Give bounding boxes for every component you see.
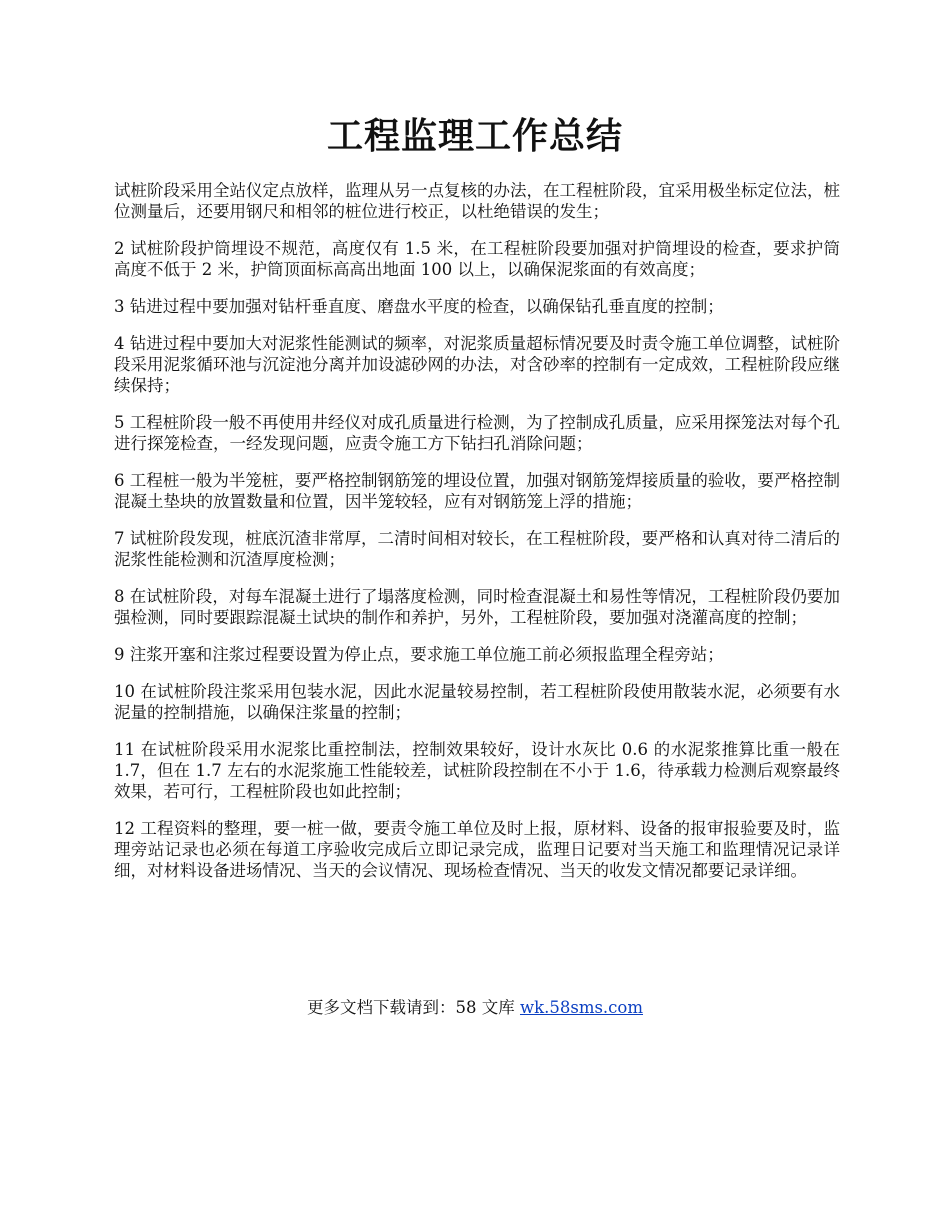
paragraph-11: 11 在试桩阶段采用水泥浆比重控制法，控制效果较好，设计水灰比 0.6 的水泥浆推算比重一般在 1.7，但在 1.7 左右的水泥浆施工性能较差，试桩阶段控制在不小于 1.6，待承载力检测后观察最终效果，若可行，工程桩阶段也如此控制； (114, 740, 840, 801)
paragraph-10: 10 在试桩阶段注浆采用包装水泥，因此水泥量较易控制，若工程桩阶段使用散装水泥，必须要有水泥量的控制措施，以确保注浆量的控制； (114, 682, 840, 722)
paragraph-1: 试桩阶段采用全站仪定点放样，监理从另一点复核的办法，在工程桩阶段，宜采用极坐标定位法，桩位测量后，还要用钢尺和相邻的桩位进行校正，以杜绝错误的发生； (114, 181, 840, 221)
paragraph-5: 5 工程桩阶段一般不再使用井经仪对成孔质量进行检测，为了控制成孔质量，应采用探笼法对每个孔进行探笼检查，一经发现问题，应责令施工方下钻扫孔消除问题； (114, 413, 840, 453)
footer-text: 更多文档下载请到：58 文库 (306, 998, 520, 1017)
paragraph-2: 2 试桩阶段护筒埋设不规范，高度仅有 1.5 米，在工程桩阶段要加强对护筒埋设的检查，要求护筒高度不低于 2 米，护筒顶面标高高出地面 100 以上，以确保泥浆面的有效高度； (114, 239, 840, 279)
paragraph-4: 4 钻进过程中要加大对泥浆性能测试的频率，对泥浆质量超标情况要及时责令施工单位调整，试桩阶段采用泥浆循环池与沉淀池分离并加设滤砂网的办法，对含砂率的控制有一定成效，工程桩阶段应继续保持； (114, 334, 840, 395)
document-body (114, 180, 840, 897)
document-title: 工程监理工作总结 (326, 115, 623, 157)
footer-link[interactable]: wk.58sms.com (519, 998, 643, 1017)
download-footer (0, 997, 950, 1019)
paragraph-6: 6 工程桩一般为半笼桩，要严格控制钢筋笼的埋设位置，加强对钢筋笼焊接质量的验收，要严格控制混凝土垫块的放置数量和位置，因半笼较轻，应有对钢筋笼上浮的措施； (114, 471, 840, 511)
paragraph-12: 12 工程资料的整理，要一桩一做，要责令施工单位及时上报，原材料、设备的报审报验要及时，监理旁站记录也必须在每道工序验收完成后立即记录完成，监理日记要对当天施工和监理情况记录详细，对材料设备进场情况、当天的会议情况、现场检查情况、当天的收发文情况都要记录详细。 (114, 819, 840, 880)
paragraph-3: 3 钻进过程中要加强对钻杆垂直度、磨盘水平度的检查，以确保钻孔垂直度的控制； (114, 297, 724, 316)
paragraph-8: 8 在试桩阶段，对每车混凝土进行了塌落度检测，同时检查混凝土和易性等情况，工程桩阶段仍要加强检测，同时要跟踪混凝土试块的制作和养护，另外，工程桩阶段，要加强对浇灌高度的控制； (114, 587, 840, 627)
paragraph-7: 7 试桩阶段发现，桩底沉渣非常厚，二清时间相对较长，在工程桩阶段，要严格和认真对待二清后的泥浆性能检测和沉渣厚度检测； (114, 529, 840, 569)
paragraph-9: 9 注浆开塞和注浆过程要设置为停止点，要求施工单位施工前必须报监理全程旁站； (114, 645, 724, 664)
